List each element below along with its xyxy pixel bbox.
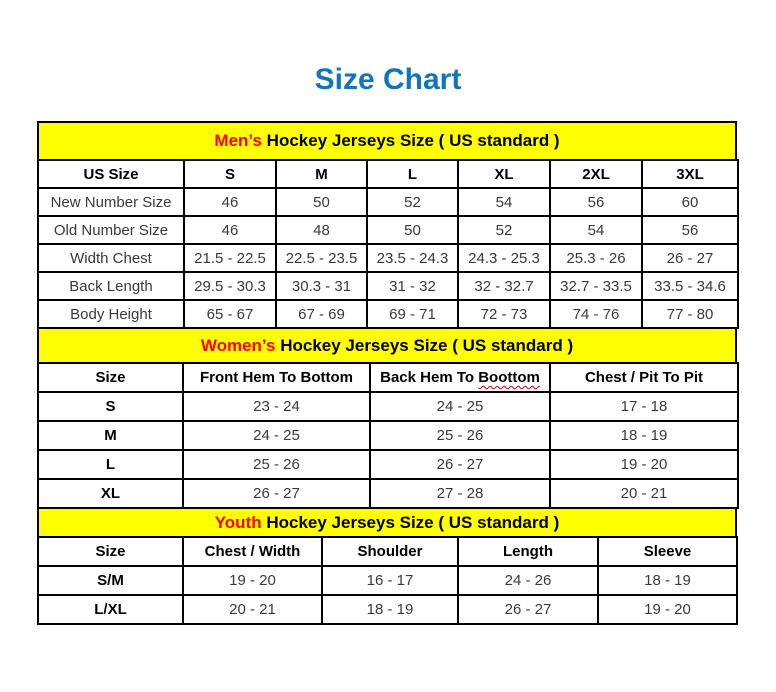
cell: 24 - 25 [183, 421, 370, 450]
column-header: S [184, 160, 276, 188]
table-row [38, 300, 738, 328]
table-row [38, 272, 738, 300]
column-header: 2XL [550, 160, 642, 188]
header-row [38, 160, 738, 188]
section-heading-mens [37, 121, 737, 161]
row-label: S/M [38, 566, 183, 595]
cell: 20 - 21 [183, 595, 322, 624]
table-row [38, 421, 738, 450]
cell: 74 - 76 [550, 300, 642, 328]
cell: 65 - 67 [184, 300, 276, 328]
cell: 46 [184, 216, 276, 244]
row-label: New Number Size [38, 188, 184, 216]
header-row [38, 363, 738, 392]
cell: 22.5 - 23.5 [276, 244, 367, 272]
cell: 50 [276, 188, 367, 216]
table-row [38, 392, 738, 421]
column-header: Size [38, 537, 183, 566]
column-header: Sleeve [598, 537, 737, 566]
table-row [38, 244, 738, 272]
cell: 69 - 71 [367, 300, 458, 328]
cell: 19 - 20 [550, 450, 738, 479]
cell: 56 [642, 216, 738, 244]
column-header: Shoulder [322, 537, 458, 566]
table-row [38, 479, 738, 508]
cell: 33.5 - 34.6 [642, 272, 738, 300]
row-label: Body Height [38, 300, 184, 328]
page-title: Size Chart [314, 63, 462, 96]
cell: 54 [550, 216, 642, 244]
cell: 46 [184, 188, 276, 216]
row-label: Width Chest [38, 244, 184, 272]
cell: 30.3 - 31 [276, 272, 367, 300]
column-header: Chest / Width [183, 537, 322, 566]
column-header: US Size [38, 160, 184, 188]
table-row [38, 450, 738, 479]
header-row [38, 537, 737, 566]
size-table-mens [37, 159, 739, 329]
column-header: Length [458, 537, 598, 566]
row-label: S [38, 392, 183, 421]
cell: 18 - 19 [322, 595, 458, 624]
section-heading-highlight: Youth [214, 512, 262, 532]
section-heading-highlight: Women’s [200, 335, 276, 355]
cell: 27 - 28 [370, 479, 550, 508]
table-row [38, 188, 738, 216]
table-row [38, 595, 737, 624]
section-heading-text: Hockey Jerseys Size ( US standard ) [261, 512, 560, 532]
column-header: Size [38, 363, 183, 392]
cell: 24.3 - 25.3 [458, 244, 550, 272]
row-label: L/XL [38, 595, 183, 624]
cell: 48 [276, 216, 367, 244]
size-table-youth [37, 536, 738, 625]
cell: 25.3 - 26 [550, 244, 642, 272]
cell: 72 - 73 [458, 300, 550, 328]
cell: 54 [458, 188, 550, 216]
row-label: L [38, 450, 183, 479]
cell: 32 - 32.7 [458, 272, 550, 300]
cell: 32.7 - 33.5 [550, 272, 642, 300]
cell: 21.5 - 22.5 [184, 244, 276, 272]
cell: 56 [550, 188, 642, 216]
section-heading-text: Hockey Jerseys Size ( US standard ) [275, 335, 574, 355]
column-header: XL [458, 160, 550, 188]
table-row [38, 566, 737, 595]
section-heading-highlight: Men’s [214, 131, 262, 150]
section-heading-text: Hockey Jerseys Size ( US standard ) [261, 131, 560, 150]
size-table-womens [37, 362, 739, 509]
column-header: Chest / Pit To Pit [550, 363, 738, 392]
cell: 23.5 - 24.3 [367, 244, 458, 272]
cell: 18 - 19 [598, 566, 737, 595]
column-header: M [276, 160, 367, 188]
column-header: Back Hem To Boottom [370, 363, 550, 392]
column-header: 3XL [642, 160, 738, 188]
table-row [38, 216, 738, 244]
section-heading-youth [37, 507, 737, 538]
row-label: Back Length [38, 272, 184, 300]
cell: 17 - 18 [550, 392, 738, 421]
cell: 26 - 27 [183, 479, 370, 508]
cell: 23 - 24 [183, 392, 370, 421]
cell: 20 - 21 [550, 479, 738, 508]
column-header: L [367, 160, 458, 188]
cell: 52 [367, 188, 458, 216]
row-label: M [38, 421, 183, 450]
cell: 50 [367, 216, 458, 244]
section-heading-womens [37, 327, 737, 364]
cell: 19 - 20 [183, 566, 322, 595]
misspelled-word: Boottom [478, 369, 540, 386]
cell: 77 - 80 [642, 300, 738, 328]
cell: 52 [458, 216, 550, 244]
cell: 24 - 26 [458, 566, 598, 595]
cell: 60 [642, 188, 738, 216]
cell: 26 - 27 [458, 595, 598, 624]
cell: 29.5 - 30.3 [184, 272, 276, 300]
cell: 67 - 69 [276, 300, 367, 328]
cell: 26 - 27 [370, 450, 550, 479]
row-label: XL [38, 479, 183, 508]
cell: 25 - 26 [370, 421, 550, 450]
cell: 31 - 32 [367, 272, 458, 300]
size-chart-tables [37, 121, 737, 625]
row-label: Old Number Size [38, 216, 184, 244]
cell: 26 - 27 [642, 244, 738, 272]
cell: 18 - 19 [550, 421, 738, 450]
cell: 19 - 20 [598, 595, 737, 624]
cell: 25 - 26 [183, 450, 370, 479]
column-header: Front Hem To Bottom [183, 363, 370, 392]
cell: 16 - 17 [322, 566, 458, 595]
cell: 24 - 25 [370, 392, 550, 421]
